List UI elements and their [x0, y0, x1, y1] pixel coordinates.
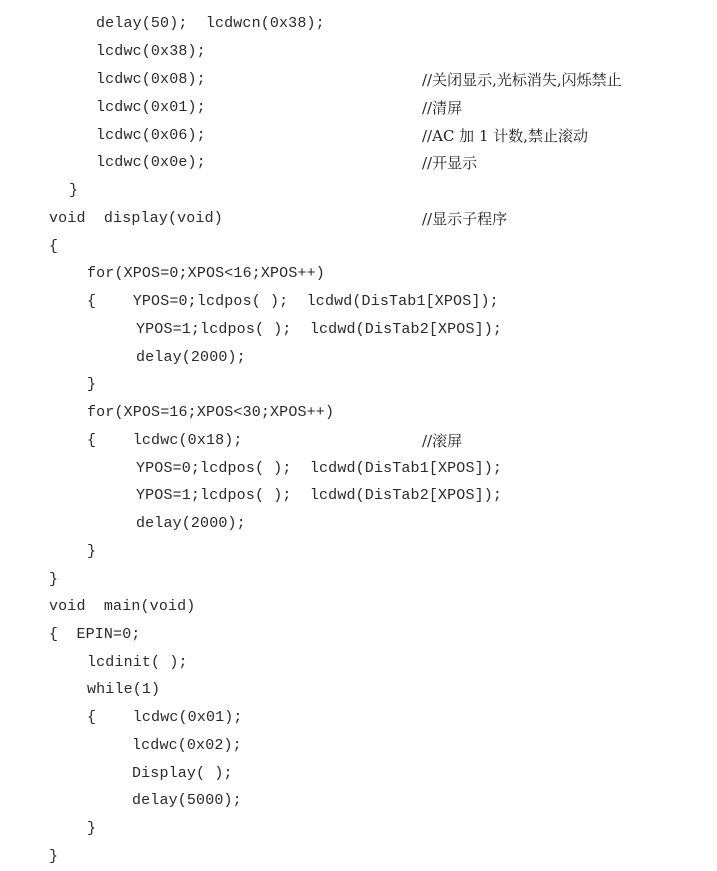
- comment-line-6: //开显示: [422, 154, 478, 172]
- code-line-11: { YPOS=0;lcdpos( ); lcdwd(DisTab1[XPOS]);: [87, 293, 499, 310]
- code-line-3: lcdwc(0x08);: [96, 71, 206, 88]
- code-line-15: for(XPOS=16;XPOS<30;XPOS++): [87, 404, 335, 421]
- code-line-23: { EPIN=0;: [49, 626, 141, 643]
- comment-line-3: //关闭显示,光标消失,闪烁禁止: [422, 71, 622, 89]
- code-line-26: { lcdwc(0x01);: [87, 709, 243, 726]
- code-line-18: YPOS=1;lcdpos( ); lcdwd(DisTab2[XPOS]);: [136, 487, 503, 504]
- comment-line-4: //清屏: [422, 99, 463, 117]
- code-line-31: }: [49, 848, 59, 865]
- code-line-13: delay(2000);: [136, 349, 246, 366]
- code-line-14: }: [87, 376, 97, 393]
- code-line-27: lcdwc(0x02);: [132, 737, 242, 754]
- comment-line-8: //显示子程序: [422, 210, 508, 228]
- code-line-5: lcdwc(0x06);: [96, 127, 206, 144]
- code-line-28: Display( );: [132, 765, 233, 782]
- code-line-17: YPOS=0;lcdpos( ); lcdwd(DisTab1[XPOS]);: [136, 460, 503, 477]
- code-line-20: }: [87, 543, 97, 560]
- code-line-19: delay(2000);: [136, 515, 246, 532]
- code-line-8: void display(void): [49, 210, 223, 227]
- code-line-22: void main(void): [49, 598, 196, 615]
- code-line-6: lcdwc(0x0e);: [96, 154, 206, 171]
- code-line-29: delay(5000);: [132, 792, 242, 809]
- comment-line-5: //AC 加 1 计数,禁止滚动: [422, 127, 589, 145]
- code-line-30: }: [87, 820, 97, 837]
- code-line-7: }: [69, 182, 79, 199]
- comment-line-16: //滚屏: [422, 432, 463, 450]
- code-line-4: lcdwc(0x01);: [96, 99, 206, 116]
- code-line-21: }: [49, 571, 59, 588]
- code-line-2: lcdwc(0x38);: [96, 43, 206, 60]
- code-line-25: while(1): [87, 681, 161, 698]
- code-line-12: YPOS=1;lcdpos( ); lcdwd(DisTab2[XPOS]);: [136, 321, 503, 338]
- code-line-16: { lcdwc(0x18);: [87, 432, 243, 449]
- code-line-10: for(XPOS=0;XPOS<16;XPOS++): [87, 265, 325, 282]
- code-line-9: {: [49, 238, 59, 255]
- code-line-1: delay(50); lcdwcn(0x38);: [96, 15, 325, 32]
- code-line-24: lcdinit( );: [87, 654, 188, 671]
